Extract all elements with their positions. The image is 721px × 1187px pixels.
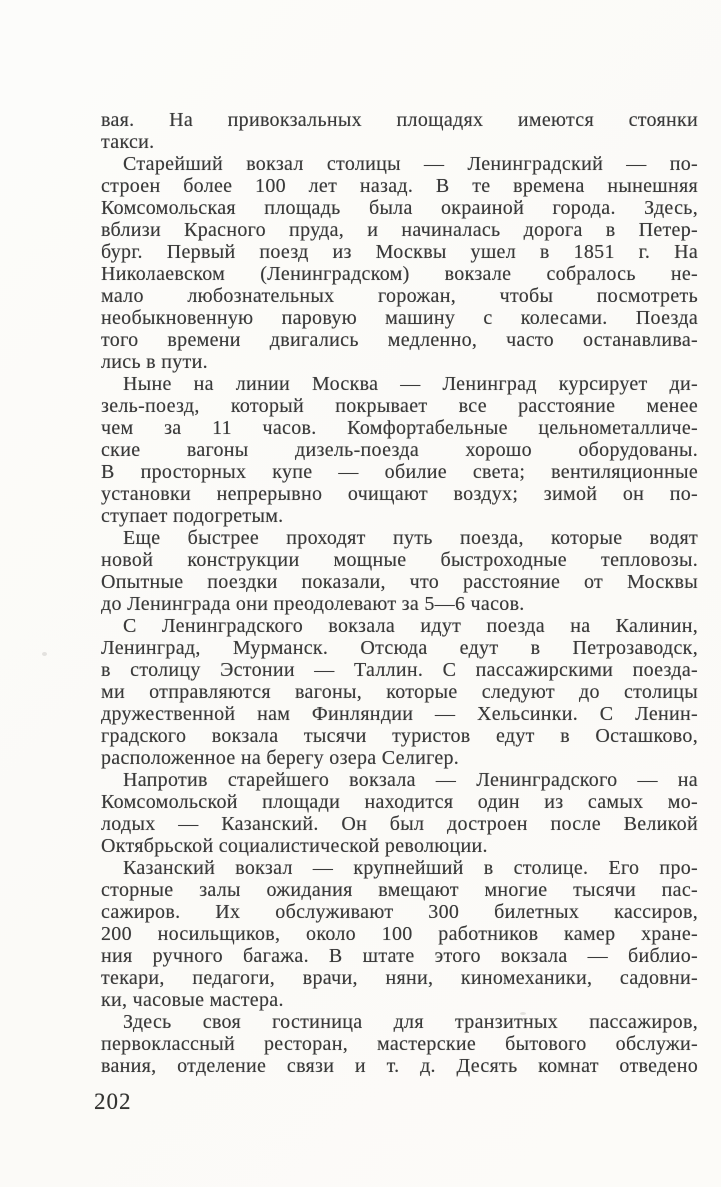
text-line: лодых — Казанский. Он был достроен после Великой: [101, 813, 698, 835]
text-line: дружественной нам Финляндии — Хельсинки. С Ленин-: [101, 703, 698, 725]
text-line: мало любознательных горожан, чтобы посмотреть: [101, 285, 698, 307]
text-line: ния ручного багажа. В штате этого вокзала — библио-: [101, 945, 698, 967]
paragraph: [101, 615, 698, 769]
text-line: до Ленинграда они преодолевают за 5—6 часов.: [101, 593, 525, 615]
text-line: 200 носильщиков, около 100 работников камер хране-: [101, 923, 698, 945]
page-number: 202: [94, 1089, 132, 1114]
text-line: ские вагоны дизель-поезда хорошо оборудованы.: [101, 439, 698, 461]
text-line: вая. На привокзальных площадях имеются стоянки: [101, 109, 698, 131]
text-line: Еще быстрее проходят путь поезда, которые водят: [123, 527, 698, 549]
scan-speck: [42, 652, 47, 656]
text-line: С Ленинградского вокзала идут поезда на Калинин,: [123, 615, 698, 637]
text-line: сажиров. Их обслуживают 300 билетных кассиров,: [101, 901, 698, 923]
text-line: Старейший вокзал столицы — Ленинградский — по-: [123, 153, 698, 175]
paragraph: [101, 857, 698, 1011]
text-line: Здесь своя гостиница для транзитных пассажиров,: [123, 1011, 698, 1033]
text-line: ми отправляются вагоны, которые следуют до столицы: [101, 681, 698, 703]
text-line: Опытные поездки показали, что расстояние от Москвы: [101, 571, 698, 593]
paragraph: [101, 1011, 698, 1077]
text-line: такси.: [101, 131, 155, 153]
text-line: Казанский вокзал — крупнейший в столице. Его про-: [123, 857, 698, 879]
text-line: Ленинград, Мурманск. Отсюда едут в Петрозаводск,: [101, 637, 698, 659]
text-line: строен более 100 лет назад. В те времена нынешняя: [101, 175, 698, 197]
paragraph: [101, 769, 698, 857]
text-line: Октябрьской социалистической революции.: [101, 835, 488, 857]
text-line: расположенное на берегу озера Селигер.: [101, 747, 460, 769]
text-line: ступает подогретым.: [101, 505, 284, 527]
text-line: ки, часовые мастера.: [101, 989, 284, 1011]
text-line: вблизи Красного пруда, и начиналась дорога в Петер-: [101, 219, 698, 241]
text-line: вания, отделение связи и т. д. Десять комнат отведено: [101, 1055, 698, 1077]
text-line: установки непрерывно очищают воздух; зимой он по-: [101, 483, 698, 505]
paragraph: [101, 373, 698, 527]
text-line: чем за 11 часов. Комфортабельные цельнометалличе-: [101, 417, 698, 439]
text-line: бург. Первый поезд из Москвы ушел в 1851 г. На: [101, 241, 698, 263]
text-line: Ныне на линии Москва — Ленинград курсирует ди-: [123, 373, 698, 395]
scan-speck: [520, 1012, 526, 1015]
text-line: В просторных купе — обилие света; вентиляционные: [101, 461, 698, 483]
text-line: сторные залы ожидания вмещают многие тысячи пас-: [101, 879, 698, 901]
text-line: зель-поезд, который покрывает все расстояние менее: [101, 395, 698, 417]
text-line: Напротив старейшего вокзала — Ленинградского — на: [123, 769, 698, 791]
text-line: лись в пути.: [101, 351, 208, 373]
text-line: градского вокзала тысячи туристов едут в Осташково,: [101, 725, 698, 747]
text-line: Комсомольской площади находится один из самых мо-: [101, 791, 698, 813]
text-line: текари, педагоги, врачи, няни, киномеханики, садовни-: [101, 967, 698, 989]
text-line: того времени двигались медленно, часто останавлива-: [101, 329, 698, 351]
paragraph: [101, 153, 698, 373]
text-block: [101, 109, 698, 1077]
text-line: Николаевском (Ленинградском) вокзале собралось не-: [101, 263, 698, 285]
text-line: необыкновенную паровую машину с колесами. Поезда: [101, 307, 698, 329]
text-line: Комсомольская площадь была окраиной города. Здесь,: [101, 197, 698, 219]
paragraph: [101, 527, 698, 615]
text-line: новой конструкции мощные быстроходные тепловозы.: [101, 549, 698, 571]
text-line: первоклассный ресторан, мастерские бытового обслужи-: [101, 1033, 698, 1055]
text-line: в столицу Эстонии — Таллин. С пассажирскими поезда-: [101, 659, 698, 681]
paragraph: [101, 109, 698, 153]
